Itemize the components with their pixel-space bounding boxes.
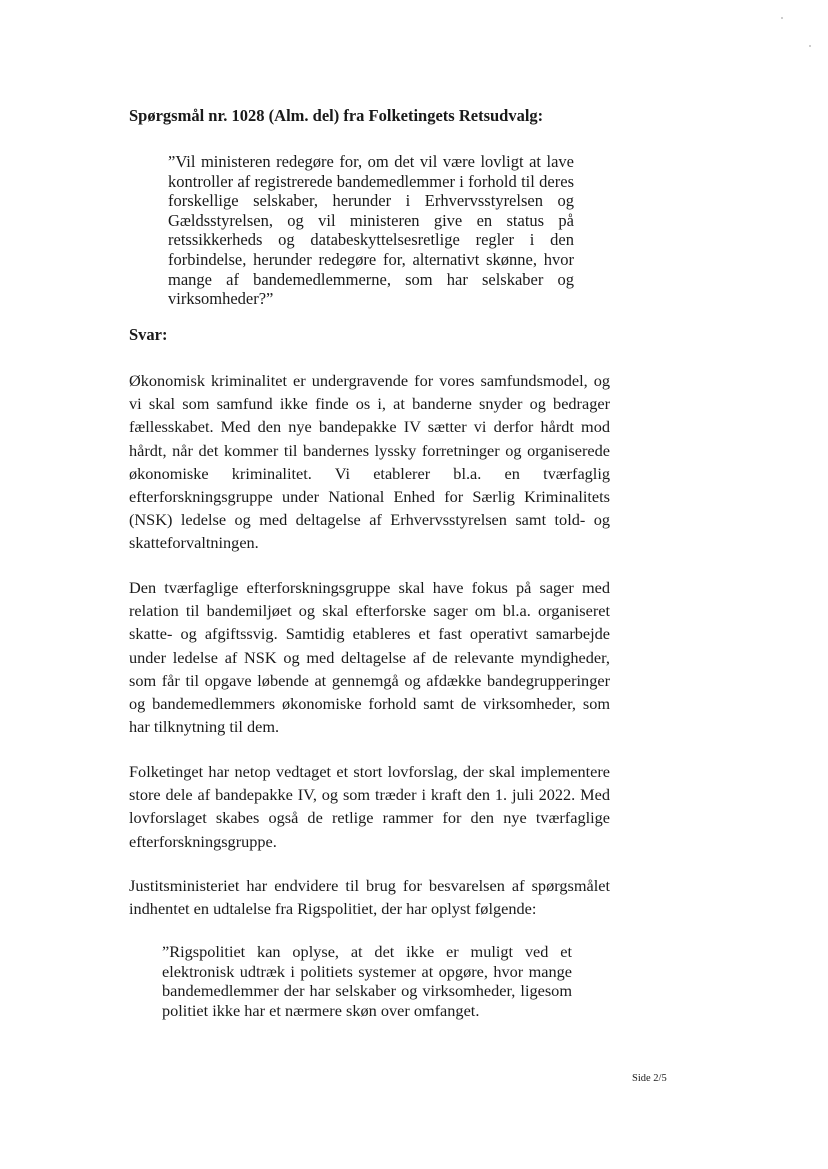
- scan-artifact: [809, 45, 811, 47]
- page-number: Side 2/5: [632, 1073, 667, 1084]
- answer-paragraph: Økonomisk kriminalitet er undergravende for vores samfundsmodel, og vi skal som samfund ikke finde os i, at banderne snyder og bedrager fællesskabet. Med den nye bandepakke IV sætter vi derfor hårdt mod hårdt, når det kommer til bandernes lyssky forretninger og organiserede økonomiske kriminalitet. Vi etablerer bl.a. en tværfaglig efterforskningsgruppe under National Enhed for Særlig Kriminalitets (NSK) ledelse og med deltagelse af Erhvervsstyrelsen samt told- og skatteforvaltningen.: [129, 371, 610, 553]
- answer-paragraph: Den tværfaglige efterforskningsgruppe skal have fokus på sager med relation til bandemiljøet og skal efterforske sager om bl.a. organiseret skatte- og afgiftssvig. Samtidig etableres et fast operativt samarbejde under ledelse af NSK og med deltagelse af de relevante myndigheder, som får til opgave løbende at gennemgå og afdække bandegrupperinger og bandemedlemmers økonomiske forhold samt de virksomheder, som har tilknytning til dem.: [129, 578, 610, 737]
- scan-artifact: [781, 17, 783, 19]
- question-heading: Spørgsmål nr. 1028 (Alm. del) fra Folketingets Retsudvalg:: [129, 106, 544, 125]
- answer-heading: Svar:: [129, 325, 168, 344]
- rigspolitiet-quote: ”Rigspolitiet kan oplyse, at det ikke er muligt ved et elektronisk udtræk i politiets systemer at opgøre, hvor mange bandemedlemmer der har selskaber og virksomheder, ligesom politiet ikke har et nærmere skøn over omfanget.: [162, 942, 572, 1020]
- answer-paragraph: Folketinget har netop vedtaget et stort lovforslag, der skal implementere store dele af bandepakke IV, og som træder i kraft den 1. juli 2022. Med lovforslaget skabes også de retlige rammer for den nye tværfaglige efterforskningsgruppe.: [129, 762, 610, 851]
- question-quote: ”Vil ministeren redegøre for, om det vil være lovligt at lave kontroller af registrerede bandemedlemmer i forhold til deres forskellige selskaber, herunder i Erhvervsstyrelsen og Gældsstyrelsen, og vil ministeren give en status på retssikkerheds og databeskyttelsesretlige regler i den forbindelse, herunder redegøre for, alternativt skønne, hvor mange af bandemedlemmerne, som har selskaber og virksomheder?”: [168, 152, 574, 309]
- answer-paragraph: Justitsministeriet har endvidere til brug for besvarelsen af spørgsmålet indhentet en udtalelse fra Rigspolitiet, der har oplyst følgende:: [129, 876, 610, 919]
